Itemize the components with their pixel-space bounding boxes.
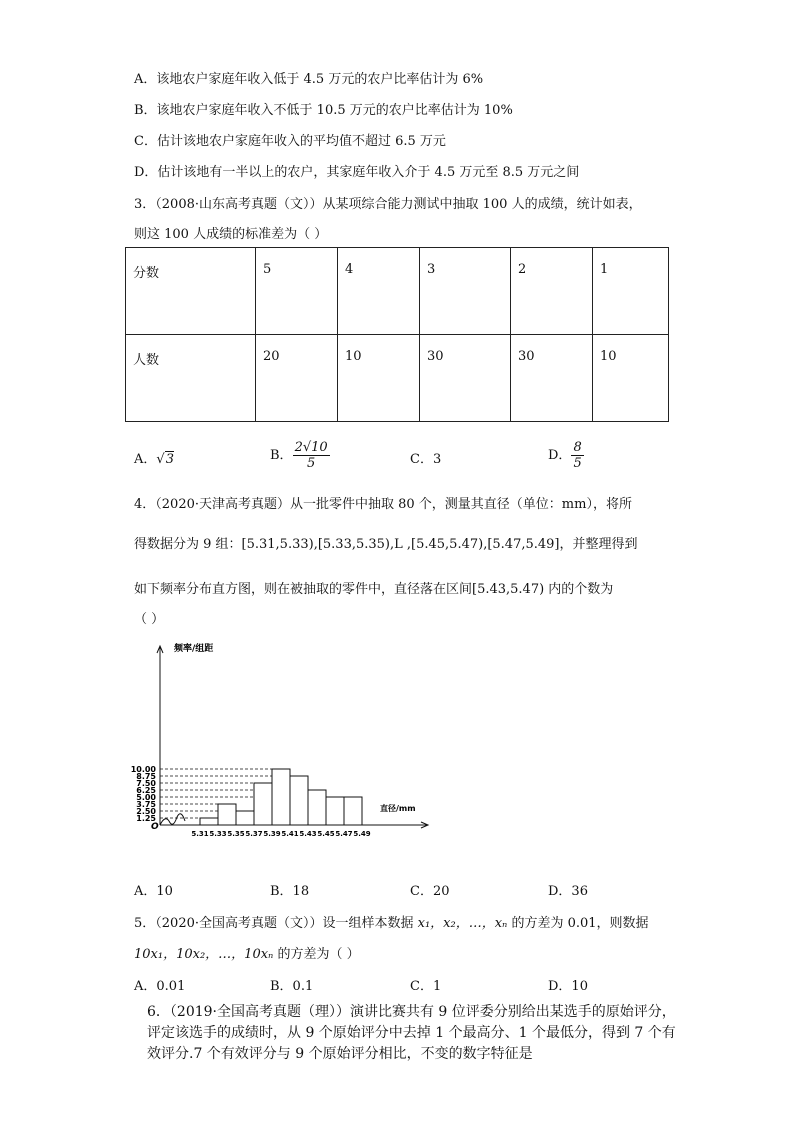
y-tick-label: 10.00 [130, 765, 156, 774]
table-cell: 10 [593, 335, 669, 422]
table-cell: 2 [511, 248, 593, 335]
q3-option-d: D． $\frac{8}{5}$ [548, 440, 582, 471]
frequency-histogram [130, 638, 440, 838]
q2-option-c: C．估计该地农户家庭年收入的平均值不超过 6.5 万元 [134, 134, 446, 149]
table-row [126, 248, 669, 335]
histogram-bar [344, 797, 362, 825]
q2-option-b: B．该地农户家庭年收入不低于 10.5 万元的农户比率估计为 10% [134, 103, 513, 118]
x-tick-label: 5.35 [227, 830, 245, 838]
histogram-bar [236, 811, 254, 825]
x-tick-label: 5.43 [299, 830, 317, 838]
histogram-bar [254, 783, 272, 825]
table-cell: 3 [420, 248, 511, 335]
q4-option-b: B．18 [270, 884, 310, 899]
histogram-bar [200, 818, 218, 825]
table-cell: 5 [256, 248, 338, 335]
q4-stem-line1: 4．（2020·天津高考真题）从一批零件中抽取 80 个，测量其直径（单位：mm），将所 [134, 497, 632, 512]
y-tick-label: 5.00 [136, 793, 156, 802]
q4-stem-line2: 得数据分为 9 组：[5.31,5.33),[5.33,5.35),L ,[5.45,5.47),[5.47,5.49]，并整理得到 [134, 537, 638, 552]
q4-stem-line4: （ ） [134, 612, 165, 627]
q5-option-a: A．0.01 [134, 979, 186, 994]
y-tick-label: 8.75 [136, 772, 156, 781]
histogram-bar [218, 804, 236, 825]
q3-options [134, 440, 694, 480]
y-tick-label: 1.25 [136, 814, 156, 823]
y-tick-label: 6.25 [136, 786, 156, 795]
y-tick-label: 2.50 [136, 807, 156, 816]
x-tick-label: 5.37 [245, 830, 263, 838]
table-cell: 20 [256, 335, 338, 422]
table-cell: 4 [338, 248, 420, 335]
q5-option-c: C．1 [410, 979, 442, 994]
q4-option-c: C．20 [410, 884, 450, 899]
histogram-bar [272, 769, 290, 825]
table-cell: 分数 [126, 248, 256, 335]
axis-break [160, 814, 185, 825]
table-cell: 人数 [126, 335, 256, 422]
table-cell: 10 [338, 335, 420, 422]
q3-option-c: C．3 [410, 452, 442, 467]
table-row [126, 335, 669, 422]
q3-stem-line2: 则这 100 人成绩的标准差为（ ） [134, 227, 328, 242]
q3-option-a: A．√3 [134, 452, 174, 467]
q2-option-d: D．估计该地有一半以上的农户，其家庭年收入介于 4.5 万元至 8.5 万元之间 [134, 165, 580, 180]
x-tick-label: 5.41 [281, 830, 299, 838]
x-tick-label: 5.31 [191, 830, 209, 838]
origin-label: O [151, 822, 159, 832]
q6-stem-line1: 6．（2019·全国高考真题（理））演讲比赛共有 9 位评委分别给出某选手的原始评分， [147, 1004, 676, 1020]
q6-stem-line3: 效评分.7 个有效评分与 9 个原始评分相比，不变的数字特征是 [147, 1046, 533, 1062]
table-cell: 30 [511, 335, 593, 422]
x-tick-label: 5.39 [263, 830, 281, 838]
x-tick-label: 5.33 [209, 830, 227, 838]
q5-option-b: B．0.1 [270, 979, 314, 994]
x-axis-label: 直径/mm [380, 804, 416, 813]
score-table [125, 247, 669, 422]
y-axis-label: 频率/组距 [174, 644, 214, 654]
x-tick-label: 5.45 [317, 830, 335, 838]
q5-stem-line2: 10x₁，10x₂，…，10xₙ 的方差为（ ） [134, 947, 360, 962]
table-cell: 30 [420, 335, 511, 422]
q5-option-d: D．10 [548, 979, 588, 994]
q4-options [134, 880, 694, 908]
q4-option-d: D．36 [548, 884, 588, 899]
y-tick-label: 7.50 [136, 779, 156, 788]
q2-option-a: A．该地农户家庭年收入低于 4.5 万元的农户比率估计为 6% [134, 72, 484, 87]
x-tick-label: 5.49 [353, 830, 371, 838]
y-tick-label: 3.75 [136, 800, 156, 809]
histogram-bar [326, 797, 344, 825]
q5-options [134, 975, 694, 1003]
histogram-bar [290, 776, 308, 825]
q3-option-b: B． $\frac{2√10}{5}$ [270, 440, 328, 471]
histogram-bar [308, 790, 326, 825]
x-tick-label: 5.47 [335, 830, 353, 838]
q5-stem-line1: 5．（2020·全国高考真题（文））设一组样本数据 x₁，x₂，…，xₙ 的方差为 0.01，则数据 [134, 916, 649, 931]
q4-option-a: A．10 [134, 884, 173, 899]
q6-stem-line2: 评定该选手的成绩时，从 9 个原始评分中去掉 1 个最高分、1 个最低分，得到 7 个有 [147, 1025, 676, 1041]
q4-stem-line3: 如下频率分布直方图，则在被抽取的零件中，直径落在区间[5.43,5.47) 内的个数为 [134, 582, 614, 597]
table-cell: 1 [593, 248, 669, 335]
q3-stem-line1: 3．（2008·山东高考真题（文））从某项综合能力测试中抽取 100 人的成绩，统计如表， [134, 197, 642, 212]
